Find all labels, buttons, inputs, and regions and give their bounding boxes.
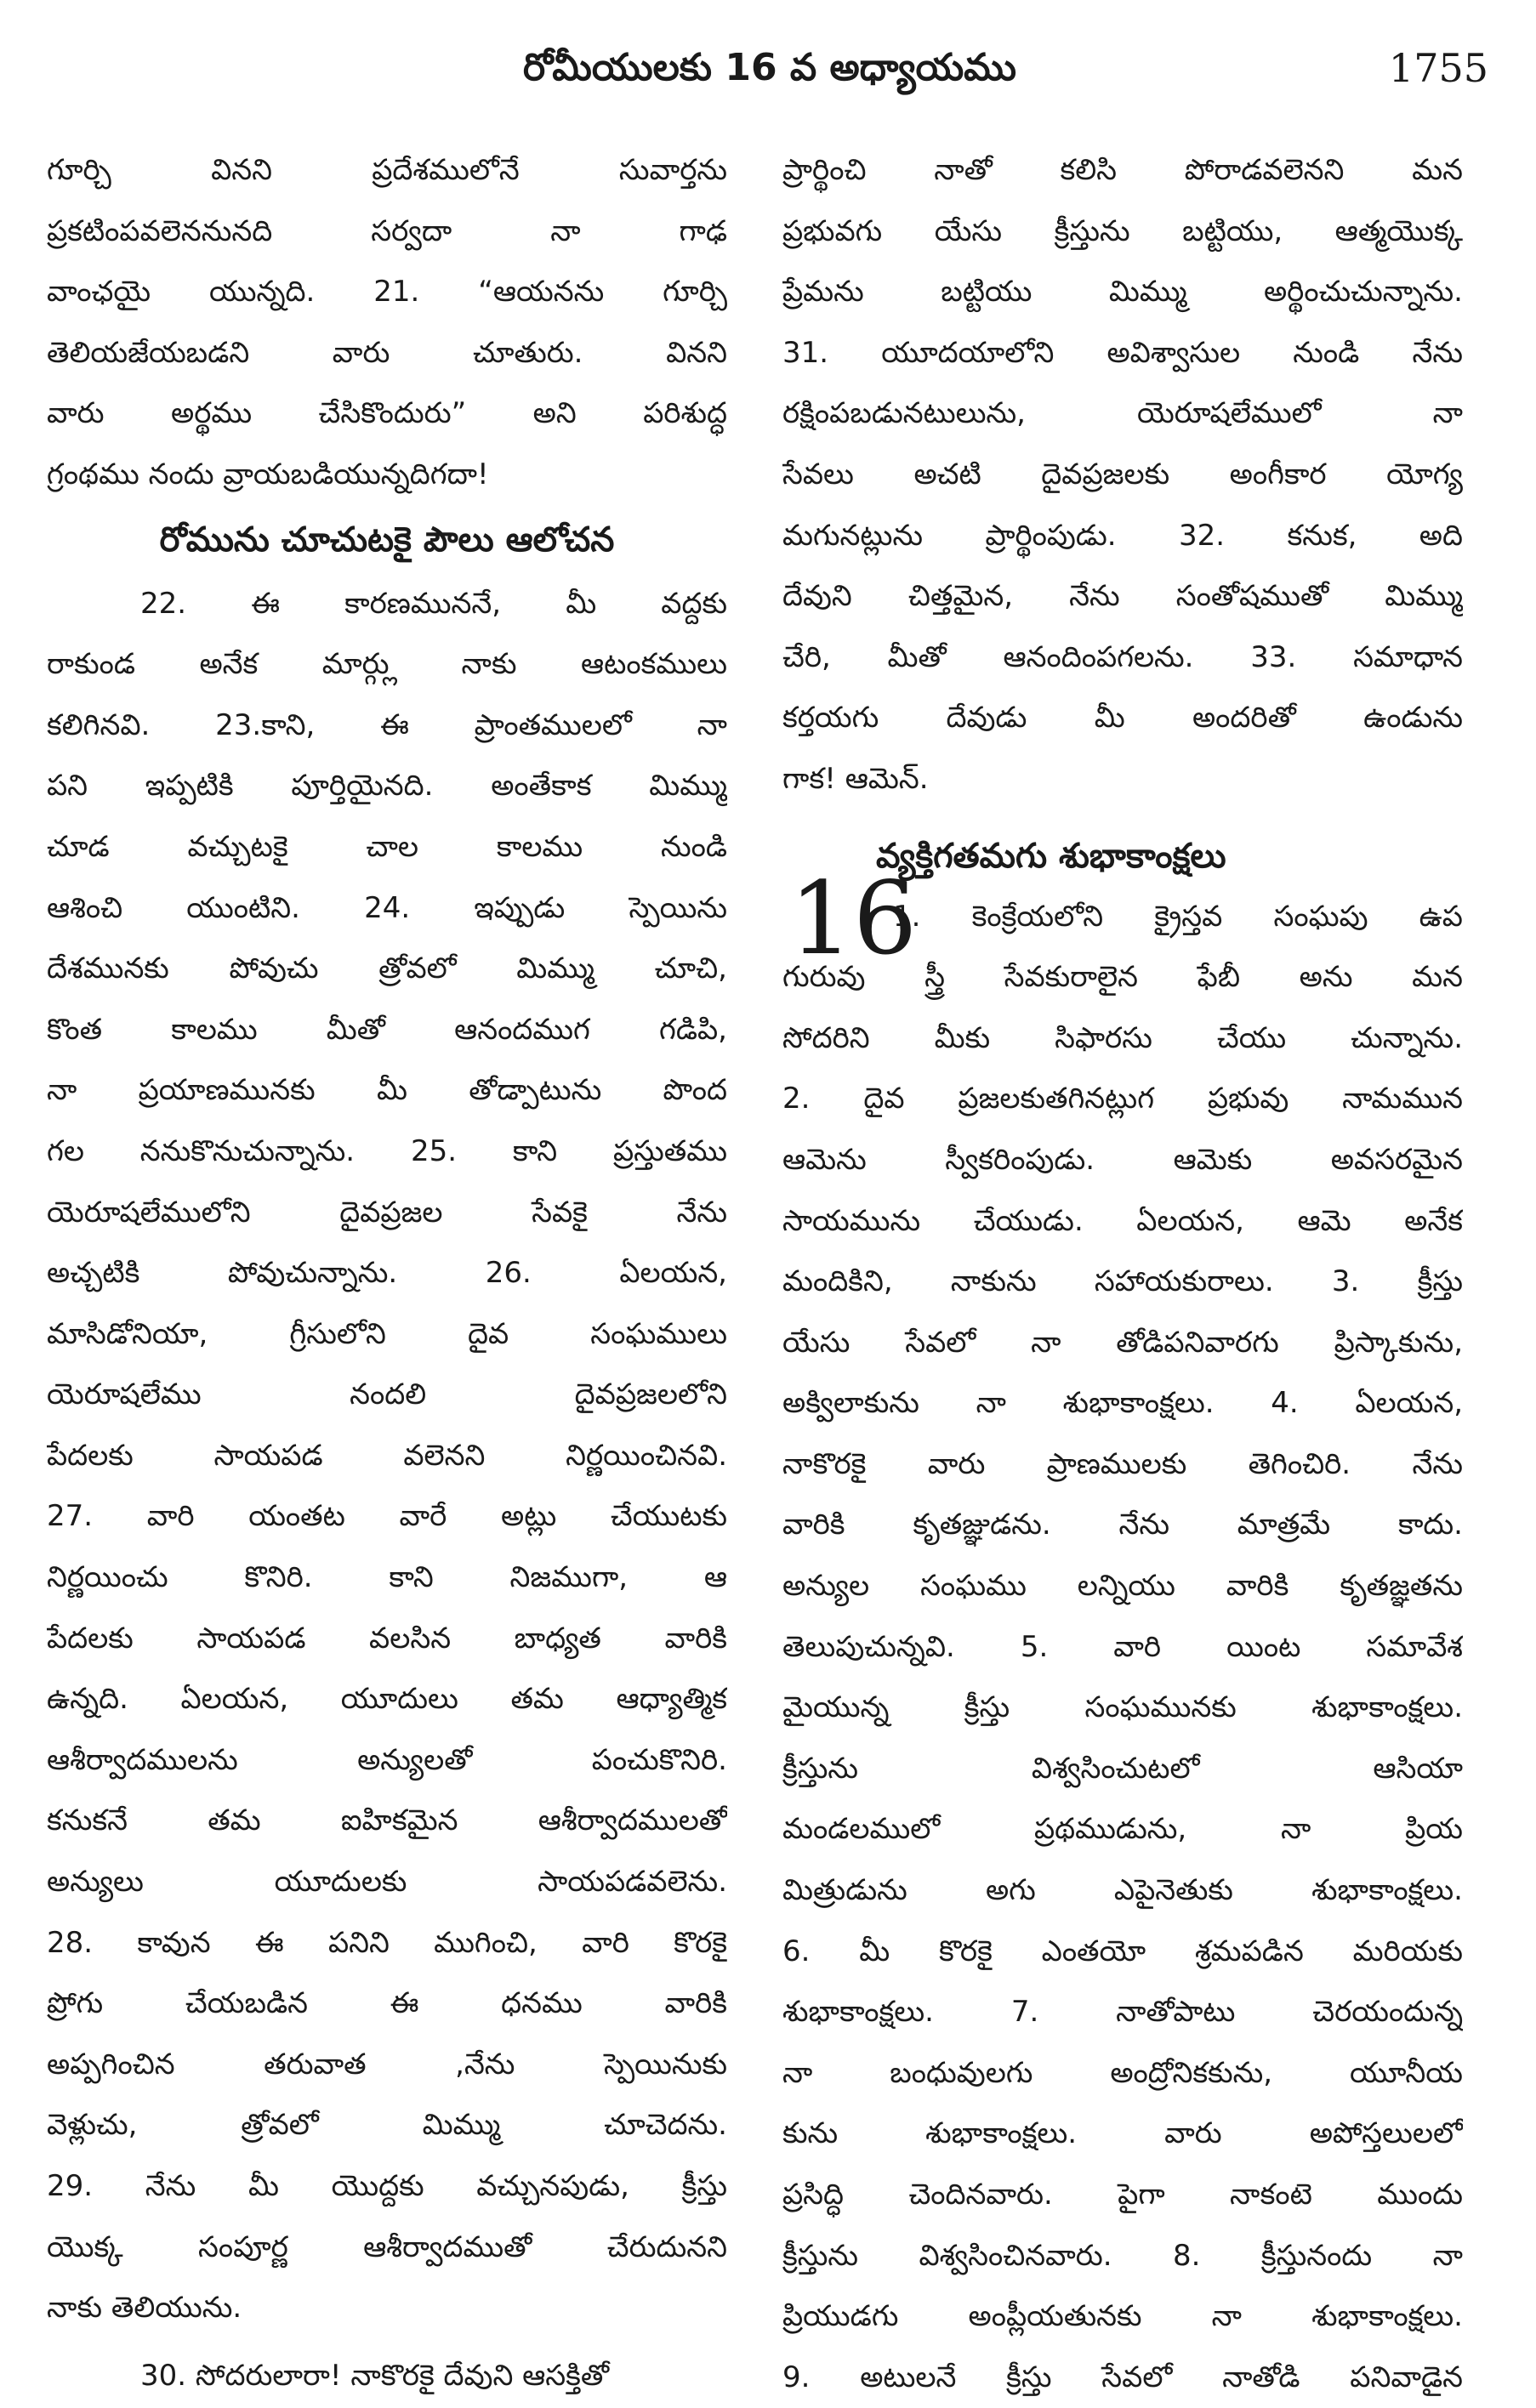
text-line: సాయమును చేయుడు. ఏలయన, ఆమె అనేక	[782, 1203, 1463, 1238]
text-line: అచ్చటికి పోవుచున్నాను. 26. ఏలయన,	[47, 1256, 727, 1291]
text-line: ఉన్నది. ఏలయన, యూదులు తమ ఆధ్యాత్మిక	[47, 1682, 727, 1717]
text-line: ఆశీర్వాదములను అన్యులతో పంచుకొనిరి.	[47, 1742, 727, 1777]
text-line: నాకు తెలియును.	[47, 2291, 242, 2326]
chapter-block	[782, 826, 1463, 977]
text-line: మగునట్లును ప్రార్థింపుడు. 32. కనుక, అది	[782, 518, 1463, 553]
text-line: దేశమునకు పోవుచు త్రోవలో మిమ్ము చూచి,	[47, 951, 727, 986]
chapter-number: 16	[789, 859, 918, 977]
text-line: గాక! ఆమెన్.	[782, 761, 929, 796]
text-line: 29. నేను మీ యొద్దకు వచ్చునపుడు, క్రీస్తు	[47, 2169, 727, 2203]
text-line: ప్రభువగు యేసు క్రీస్తును బట్టియు, ఆత్మయొక్క	[782, 213, 1463, 248]
text-line: 28. కావున ఈ పనిని ముగించి, వారి కొరకై	[47, 1925, 727, 1960]
section-heading: రోమును చూచుటకై పౌలు ఆలోచన	[159, 520, 615, 559]
text-line: 6. మీ కొరకై ఎంతయో శ్రమపడిన మరియకు	[782, 1934, 1463, 1968]
text-line: క్రీస్తును విశ్వసించుటలో ఆసియా	[782, 1751, 1463, 1786]
text-line: చూడ వచ్చుటకై చాల కాలము నుండి	[47, 829, 727, 864]
text-line: 9. అటులనే క్రీస్తు సేవలో నాతోడి పనివాడైన	[782, 2360, 1463, 2394]
text-line: దేవుని చిత్తమైన, నేను సంతోషముతో మిమ్ము	[782, 579, 1463, 614]
text-line: ప్రోగు చేయబడిన ఈ ధనము వారికి	[47, 1986, 727, 2021]
text-line: అప్పగించిన తరువాత ,నేను స్పెయినుకు	[47, 2047, 727, 2081]
text-line: క్రీస్తును విశ్వసించినవారు. 8. క్రీస్తునందు నా	[782, 2238, 1463, 2273]
text-line: తెలియజేయబడని వారు చూతురు. వినని	[47, 335, 727, 370]
text-line: 2. దైవ ప్రజలకుతగినట్లుగ ప్రభువు నామమున	[782, 1082, 1463, 1116]
text-line: 27. వారి యంతట వారే అట్లు చేయుటకు	[47, 1499, 727, 1534]
text-line: 30. సోదరులారా! నాకొరకై దేవుని ఆసక్తితో	[140, 2358, 610, 2393]
text-line: తెలుపుచున్నవి. 5. వారి యింట సమావేశ	[782, 1629, 1463, 1664]
text-line: గ్రంథము నందు వ్రాయబడియున్నదిగదా!	[47, 457, 489, 491]
running-title: రోమీయులకు 16 వ అధ్యాయము	[523, 46, 1016, 89]
text-line: ప్రకటింపవలెననునది సర్వదా నా గాఢ	[47, 213, 727, 248]
text-line: పేదలకు సాయపడ వలసిన బాధ్యత వారికి	[47, 1621, 727, 1656]
text-line: ప్రసిద్ధి చెందినవారు. పైగా నాకంటె ముందు	[782, 2178, 1463, 2212]
page-number: 1755	[1388, 45, 1488, 91]
text-line: అన్యులు యూదులకు సాయపడవలెను.	[47, 1865, 727, 1900]
text-line: కును శుభాకాంక్షలు. వారు అపోస్తలులలో	[782, 2116, 1463, 2151]
text-line: మాసిడోనియా, గ్రీసులోని దైవ సంఘములు	[47, 1316, 727, 1351]
text-line: మైయున్న క్రీస్తు సంఘమునకు శుభాకాంక్షలు.	[782, 1690, 1463, 1725]
text-line: అన్యుల సంఘము లన్నియు వారికి కృతజ్ఞతను	[782, 1569, 1463, 1604]
text-line: నా ప్రయాణమునకు మీ తోడ్పాటును పొంద	[47, 1073, 727, 1108]
text-line: కొంత కాలము మీతో ఆనందముగ గడిపి,	[47, 1012, 727, 1047]
text-line: యెరూషలేములోని దైవప్రజల సేవకై నేను	[47, 1195, 727, 1230]
text-line: ఆమెను స్వీకరింపుడు. ఆమెకు అవసరమైన	[782, 1142, 1463, 1177]
text-line: అక్విలాకును నా శుభాకాంక్షలు. 4. ఏలయన,	[782, 1386, 1463, 1421]
text-line: ప్రేమను బట్టియు మిమ్ము అర్థించుచున్నాను.	[782, 275, 1463, 310]
text-line: చేరి, మీతో ఆనందింపగలను. 33. సమాధాన	[782, 639, 1463, 674]
page-header	[51, 31, 1488, 107]
text-line: నా బంధువులగు అంద్రోనికకును, యూనీయ	[782, 2055, 1463, 2090]
text-line: మందికిని, నాకును సహాయకురాలు. 3. క్రీస్తు	[782, 1264, 1463, 1299]
left-paragraph-1	[47, 140, 727, 506]
text-line: 22. ఈ కారణముననే, మీ వద్దకు	[140, 586, 727, 621]
text-line: పేదలకు సాయపడ వలెనని నిర్ణయించినవి.	[47, 1438, 727, 1473]
text-line: కలిగినవి. 23.కాని, ఈ ప్రాంతములలో నా	[47, 707, 727, 742]
left-paragraph-2	[47, 574, 727, 2339]
text-line: రాకుండ అనేక మార్గ్లు నాకు ఆటంకములు	[47, 647, 727, 682]
text-line: వారికి కృతజ్ఞుడను. నేను మాత్రమే కాదు.	[782, 1508, 1463, 1542]
text-line: 1. కెంక్రేయలోని క్రైస్తవ సంఘపు ఉప	[893, 899, 1463, 934]
text-line: పని ఇప్పటికి పూర్తియైనది. అంతేకాక మిమ్ము	[47, 769, 727, 804]
text-line: గురువు స్త్రీ సేవకురాలైన ఫేబీ అను మన	[782, 960, 1463, 995]
text-line: సేవలు అచటి దైవప్రజలకు అంగీకార యోగ్య	[782, 457, 1463, 491]
text-line: గల ననుకొనుచున్నాను. 25. కాని ప్రస్తుతము	[47, 1133, 727, 1168]
text-line: నాకొరకై వారు ప్రాణములకు తెగించిరి. నేను	[782, 1446, 1463, 1481]
text-line: రక్షింపబడునటులును, యెరూషలేములో నా	[782, 396, 1463, 431]
text-line: శుభాకాంక్షలు. 7. నాతోపాటు చెరయందున్న	[782, 1995, 1463, 2030]
left-column	[47, 140, 727, 2406]
chapter-heading: వ్యక్తిగతమగు శుభాకాంక్షలు	[876, 836, 1226, 876]
text-line: 31. యూదయాలోని అవిశ్వాసుల నుండి నేను	[782, 335, 1463, 370]
right-column	[782, 140, 1463, 2408]
text-line: నిర్ణయించు కొనిరి. కాని నిజముగా, ఆ	[47, 1560, 727, 1595]
text-line: కర్తయగు దేవుడు మీ అందరితో ఉండును	[782, 701, 1463, 735]
text-line: యెరూషలేము నందలి దైవప్రజలలోని	[47, 1377, 727, 1412]
text-line: ఆశించి యుంటిని. 24. ఇప్పుడు స్పెయిను	[47, 890, 727, 925]
text-line: మిత్రుడును అగు ఎపైనెతుకు శుభాకాంక్షలు.	[782, 1873, 1463, 1908]
text-line: ప్రియుడగు అంప్లీయతునకు నా శుభాకాంక్షలు.	[782, 2299, 1463, 2334]
text-line: వెళ్లుచు, త్రోవలో మిమ్ము చూచెదను.	[47, 2108, 727, 2143]
text-line: ప్రార్థించి నాతో కలిసి పోరాడవలెనని మన	[782, 153, 1463, 187]
right-paragraph-2	[782, 947, 1463, 2408]
text-line: గూర్చి వినని ప్రదేశములోనే సువార్తను	[47, 153, 727, 187]
left-paragraph-3	[47, 2346, 727, 2407]
text-line: యొక్క సంపూర్ణ ఆశీర్వాదముతో చేరుదునని	[47, 2229, 727, 2264]
text-line: వాంఛయై యున్నది. 21. “ఆయనను గూర్చి	[47, 275, 727, 310]
text-line: మండలములో ప్రథముడును, నా ప్రియ	[782, 1812, 1463, 1847]
right-paragraph-1	[782, 140, 1463, 810]
text-line: యేసు సేవలో నా తోడిపనివారగు ప్రిస్కాకును,	[782, 1325, 1463, 1360]
text-line: సోదరిని మీకు సిఫారసు చేయు చున్నాను.	[782, 1020, 1463, 1055]
text-line: వారు అర్థము చేసికొందురు” అని పరిశుద్ధ	[47, 396, 727, 431]
text-line: కనుకనే తమ ఐహికమైన ఆశీర్వాదములతో	[47, 1803, 727, 1838]
